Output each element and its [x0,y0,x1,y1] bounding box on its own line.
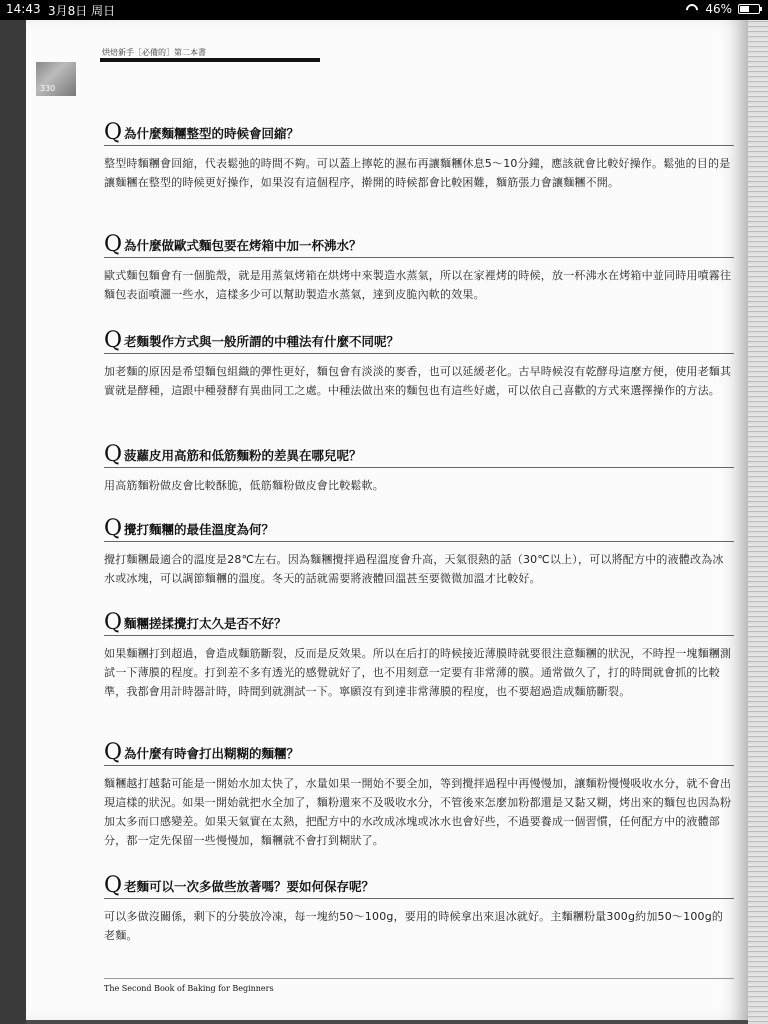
q-mark-icon: Q [104,740,123,765]
document-page[interactable] [26,20,748,1020]
answer-text: 如果麵糰打到超過，會造成麵筋斷裂，反而是反效果。所以在后打的時候接近薄膜時就要很注意麵糰的狀況，不時捏一塊麵糰測試一下薄膜的程度。打到差不多有透光的感覺就好了，也不用刻意一定要有非常薄的膜。通常做久了，打的時間就會抓的比較準，我都會用計時器計時，時間到就測試一下。寧願沒有到達非常薄膜的程度，也不要超過造成麵筋斷裂。 [104,647,732,698]
battery-icon [738,4,760,14]
question [104,875,734,899]
question [104,330,734,354]
status-date: 3月8日 周日 [48,4,116,18]
answer-text: 整型時麵糰會回縮，代表鬆弛的時間不夠。可以蓋上擰乾的濕布再讓麵糰休息5～10分鐘，應該就會比較好操作。鬆弛的目的是讓麵糰在整型的時候更好操作，如果沒有這個程序，擀開的時候都會比較困難，麵筋張力會讓麵糰不開。 [104,157,731,189]
qa-item-1 [104,122,734,192]
wifi-icon [685,3,699,15]
q-mark-icon: Q [104,328,123,353]
answer-text: 歐式麵包麵會有一個脆殼，就是用蒸氣烤箱在烘烤中來製造水蒸氣，所以在家裡烤的時候，放一杯沸水在烤箱中並同時用噴霧往麵包表面噴灑一些水，這樣多少可以幫助製造水蒸氣，達到皮脆內軟的效果。 [104,269,732,301]
question [104,612,734,636]
qa-item-2 [104,234,734,304]
answer-text: 用高筋麵粉做皮會比較酥脆，低筋麵粉做皮會比較鬆軟。 [104,479,384,492]
footer-rule [104,978,734,979]
question-text: 菠蘿皮用高筋和低筋麵粉的差異在哪兒呢？ [124,448,362,463]
q-mark-icon: Q [104,442,123,467]
qa-item-4 [104,444,734,495]
page-number: 330 [40,84,56,93]
qa-item-6 [104,612,734,701]
question-text: 老麵製作方式與一般所謂的中種法有什麼不同呢？ [124,334,400,349]
page-edge-scan-artifact [748,20,768,1024]
qa-item-8 [104,875,734,945]
question-text: 老麵可以一次多做些放著嗎？要如何保存呢？ [124,879,375,894]
question [104,234,734,258]
status-bar [0,0,768,20]
question [104,518,734,542]
question-text: 麵糰搓揉攪打太久是否不好？ [124,616,287,631]
q-mark-icon: Q [104,873,123,898]
running-title: 烘焙新手［必備的］第二本書 [102,48,206,57]
q-mark-icon: Q [104,610,123,635]
question-text: 攪打麵糰的最佳溫度為何？ [124,522,275,537]
question-text: 為什麼有時會打出糊糊的麵糰？ [124,746,300,761]
left-margin [0,20,26,1024]
qa-item-3 [104,330,734,400]
answer-text: 攪打麵糰最適合的溫度是28℃左右。因為麵糰攪拌過程溫度會升高，天氣很熱的話（30℃以上），可以將配方中的液體改為冰水或冰塊，可以調節麵糰的溫度。冬天的話就需要將液體回溫甚至要微微加溫才比較好。 [104,553,724,585]
answer-text: 可以多做沒關係，剩下的分裝放冷凍，每一塊約50～100g，要用的時候拿出來退冰就好。主麵糰粉量300g約加50～100g的老麵。 [104,910,724,942]
status-right [685,2,760,16]
question [104,742,734,766]
header-rule [100,58,320,62]
footer-book-title: The Second Book of Baking for Beginners [104,984,274,993]
qa-item-5 [104,518,734,588]
battery-percent: 46% [705,2,732,16]
q-mark-icon: Q [104,232,123,257]
answer-text: 麵糰越打越黏可能是一開始水加太快了，水量如果一開始不要全加，等到攪拌過程中再慢慢加，讓麵粉慢慢吸收水分，就不會出現這樣的狀況。如果一開始就把水全加了，麵粉還來不及吸收水分，不管後來怎麼加粉都還是又黏又糊，烤出來的麵包也因為粉加太多而口感變差。如果天氣實在太熱，把配方中的水改成冰塊或冰水也會好些，不過要養成一個習慣，任何配方中的液體部分，都一定先保留一些慢慢加，麵糰就不會打到糊狀了。 [104,777,732,847]
q-mark-icon: Q [104,516,123,541]
question-text: 為什麼做歐式麵包要在烤箱中加一杯沸水？ [124,238,362,253]
question [104,122,734,146]
question-text: 為什麼麵糰整型的時候會回縮？ [124,126,300,141]
status-time: 14:43 [6,2,41,16]
q-mark-icon: Q [104,120,123,145]
question [104,444,734,468]
qa-item-7 [104,742,734,850]
answer-text: 加老麵的原因是希望麵包組織的彈性更好，麵包會有淡淡的麥香，也可以延緩老化。古早時候沒有乾酵母這麼方便，使用老麵其實就是酵種，這跟中種發酵有異曲同工之處。中種法做出來的麵包也有這些好處，可以依自己喜歡的方式來選擇操作的方法。 [104,365,732,397]
